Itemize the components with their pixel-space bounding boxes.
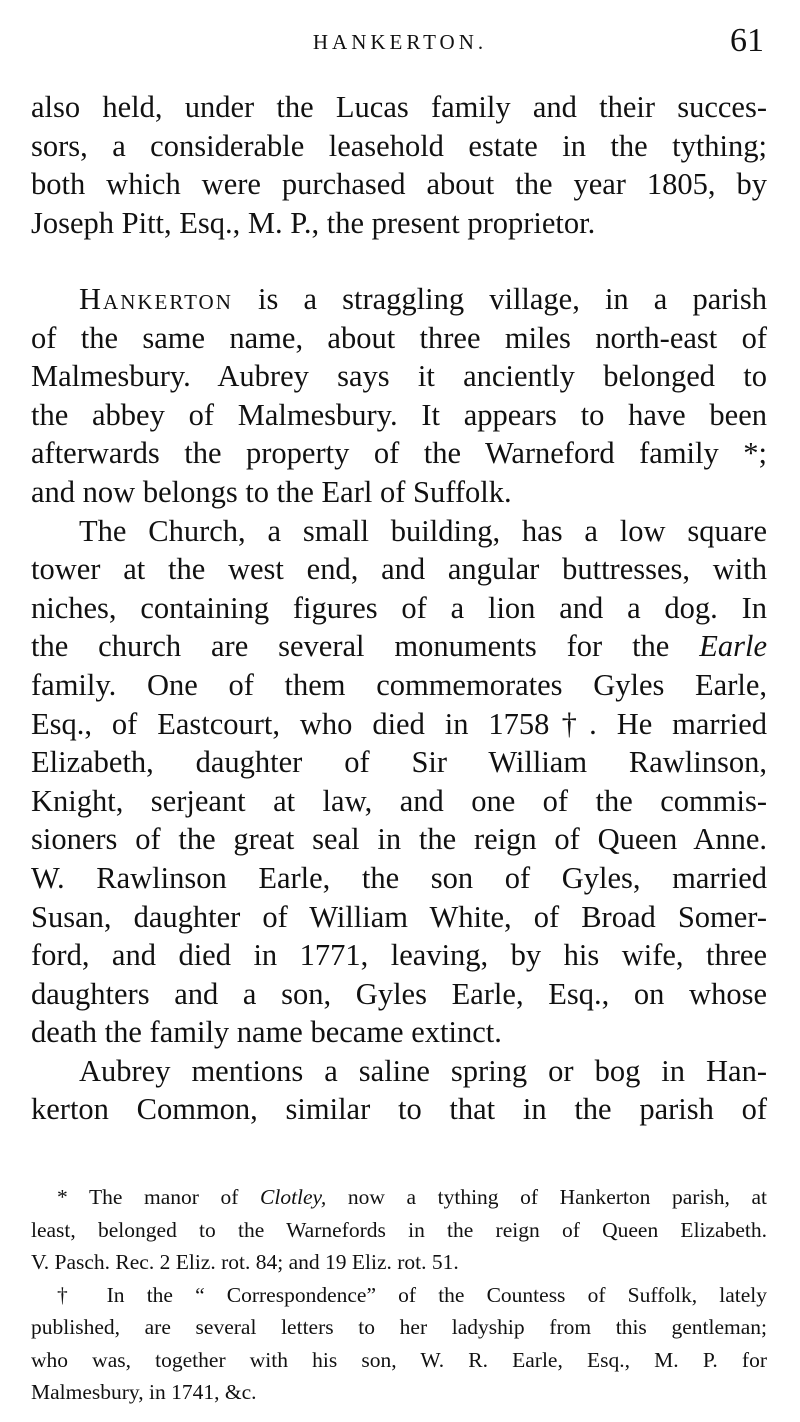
paragraph-continuation [31, 88, 767, 242]
text-run: now a tything of Hankerton parish, at [326, 1185, 768, 1209]
text-line: Joseph Pitt, Esq., M. P., the present proprietor. [31, 205, 596, 240]
lead-word: Hankerton [79, 282, 233, 316]
text-line [31, 280, 767, 319]
italic-place: Clotley, [260, 1185, 327, 1209]
footnote-line: published, are several letters to her ladyship from this gentleman; [31, 1315, 767, 1339]
footnote-line: who was, together with his son, W. R. Earle, Esq., M. P. for [31, 1347, 767, 1372]
body-text-main [31, 280, 767, 1129]
page-number: 61 [730, 22, 764, 59]
text-line: Elizabeth, daughter of Sir William Rawlinson, [31, 745, 767, 780]
text-line: sors, a considerable leasehold estate in the tything; [31, 128, 767, 163]
footnote-dagger [31, 1279, 767, 1409]
footnote-asterisk [31, 1181, 767, 1279]
text-line: of the same name, about three miles north-east of [31, 320, 767, 355]
text-line: Aubrey mentions a saline spring or bog in Han- [79, 1053, 767, 1088]
italic-name: Earle [699, 629, 767, 664]
body-text [31, 88, 767, 242]
text-run: the church are several monuments for the [31, 629, 700, 664]
text-run: * The manor of [57, 1185, 260, 1209]
text-line: The Church, a small building, has a low square [79, 513, 767, 548]
text-line: W. Rawlinson Earle, the son of Gyles, married [31, 860, 767, 895]
footnote-line: least, belonged to the Warnefords in the reign of Queen Elizabeth. [31, 1217, 767, 1242]
text-line: Susan, daughter of William White, of Broad Somer- [31, 899, 767, 934]
text-line: also held, under the Lucas family and their succes- [31, 90, 767, 124]
text-line: sioners of the great seal in the reign of Queen Anne. [31, 822, 767, 857]
text-line: both which were purchased about the year 1805, by [31, 167, 767, 202]
text-line: and now belongs to the Earl of Suffolk. [31, 474, 512, 509]
paragraph-aubrey-spring [31, 1052, 767, 1129]
running-title: HANKERTON. [312, 30, 488, 54]
paragraph-church [31, 512, 767, 1052]
footnote-line: V. Pasch. Rec. 2 Eliz. rot. 84; and 19 Eliz. rot. 51. [31, 1250, 459, 1274]
text-line: daughters and a son, Gyles Earle, Esq., on whose [31, 976, 767, 1011]
text-run: is a straggling village, in a parish [232, 282, 767, 316]
text-line: afterwards the property of the Warneford family *; [31, 436, 767, 471]
text-line: Knight, serjeant at law, and one of the commis- [31, 783, 767, 818]
text-line [31, 627, 767, 666]
text-line: Malmesbury. Aubrey says it anciently belonged to [31, 359, 767, 394]
text-line: niches, containing figures of a lion and a dog. In [31, 590, 767, 625]
text-line: tower at the west end, and angular buttresses, with [31, 552, 767, 587]
footnote-line [31, 1181, 767, 1214]
text-line: kerton Common, similar to that in the parish of [31, 1092, 767, 1127]
text-line: Esq., of Eastcourt, who died in 1758†. He married [31, 706, 767, 741]
footnote-line: Malmesbury, in 1741, &c. [31, 1380, 257, 1404]
text-line: family. One of them commemorates Gyles Earle, [31, 667, 767, 702]
text-line: death the family name became extinct. [31, 1015, 502, 1050]
text-line: ford, and died in 1771, leaving, by his wife, three [31, 938, 767, 973]
running-head [0, 22, 800, 62]
text-line: the abbey of Malmesbury. It appears to have been [31, 397, 767, 432]
footnotes [31, 1181, 767, 1409]
paragraph-hankerton [31, 280, 767, 512]
footnote-line: † In the “ Correspondence” of the Countess of Suffolk, lately [57, 1282, 767, 1307]
